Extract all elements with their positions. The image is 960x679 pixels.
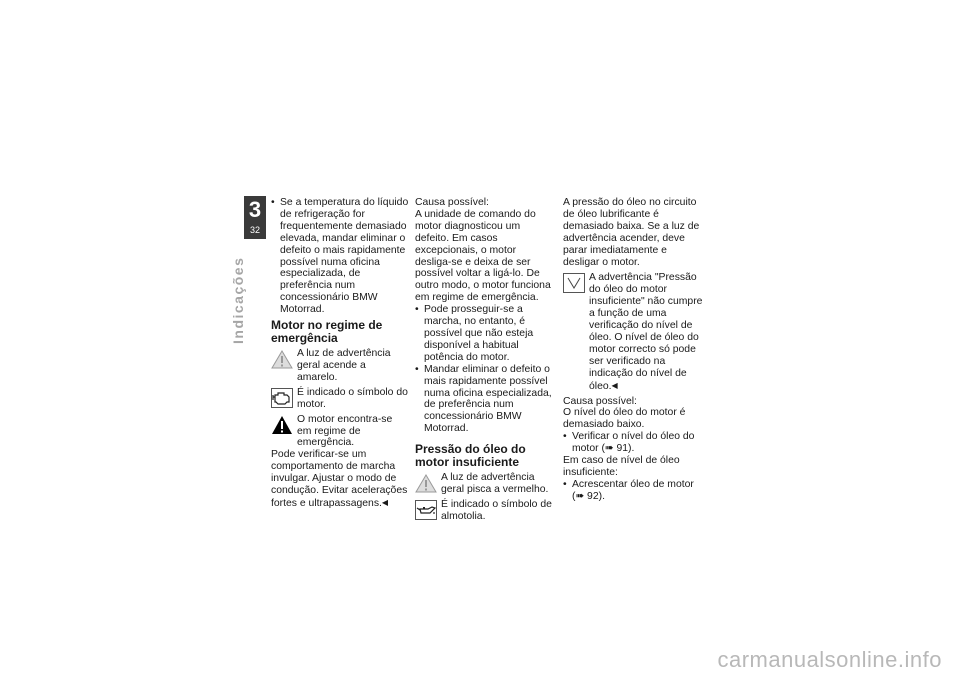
engine-icon (271, 388, 293, 408)
side-label: Indicações (230, 256, 246, 344)
cause-label: Causa possível: (415, 197, 489, 208)
bullet-workshop: • Mandar eliminar o defeito o mais rapidamente possível numa oficina especializada, de preferência num concessionário BMW Motorrad. (415, 364, 553, 435)
heading-oil-pressure: Pressão do óleo do motor insuficiente (415, 442, 526, 470)
emergency-warning-text: O motor encontra-se em regime de emergência. (297, 413, 393, 449)
chapter-number: 3 (248, 197, 262, 222)
red-warning-text: A luz de advertência geral pisca a vermelho. (441, 472, 549, 496)
bullet-coolant: • Se a temperatura do líquido de refrigeração for frequentemente demasiado elevada, mandar eliminar o defeito o mais rapidamente possível numa oficina especializada, de preferência num concessionário BMW Motorrad. (271, 197, 409, 316)
engine-symbol-row (271, 387, 409, 411)
oil-can-text: É indicado o símbolo de almotolia. (441, 498, 552, 522)
driving-advice-paragraph: Pode verificar-se um comportamento de marcha invulgar. Ajustar o modo de condução. Evitar acelerações fortes e ultrapassagens. ◀ (271, 449, 409, 510)
cause-text: A unidade de comando do motor diagnosticou um defeito. Em casos excepcionais, o motor desliga-se e deixa de ser possível voltar a ligá-lo. De outro modo, o motor funciona em regime de emergência. (415, 208, 551, 304)
general-warning-row (271, 348, 409, 384)
warning-triangle-icon (271, 349, 293, 369)
oil-pressure-paragraph: A pressão do óleo no circuito de óleo lubrificante é demasiado baixa. Se a luz de advertência acender, deve parar imediatamente e desligar o motor. (563, 197, 700, 268)
bullet-continue-riding: • Pode prosseguir-se a marcha, no entanto, é possível que não esteja disponível a habitual potência do motor. (415, 304, 553, 364)
cause-label: Causa possível: (563, 395, 637, 407)
danger-triangle-icon (271, 415, 293, 435)
engine-symbol-text: É indicado o símbolo do motor. (297, 386, 408, 410)
column-2 (415, 197, 553, 526)
oil-can-icon (415, 500, 437, 520)
column-3 (563, 197, 703, 503)
watermark: carmanualsonline.info (717, 647, 942, 672)
general-warning-text: A luz de advertência geral acende a amarelo. (297, 348, 391, 383)
heading-emergency-mode: Motor no regime de emergência (271, 318, 383, 346)
cause-text: O nível do óleo do motor é demasiado baixo. (563, 407, 686, 431)
red-warning-row (415, 472, 553, 496)
page-number: 32 (249, 225, 260, 235)
note-triangle-icon (563, 273, 585, 293)
low-oil-paragraph: Em caso de nível de óleo insuficiente: (563, 455, 680, 478)
note-row (563, 272, 703, 392)
note-text: A advertência "Pressão do óleo do motor insuficiente" não cumpre a função de uma verificação do nível de óleo. O nível de óleo do motor correcto só pode ser verificado na indicação do nível de óleo. ◀ (589, 272, 702, 391)
oil-can-row (415, 499, 553, 523)
warning-triangle-icon (415, 473, 437, 493)
emergency-warning-row (271, 414, 409, 450)
column-1 (271, 197, 409, 510)
bullet-check-oil: • Verificar o nível do óleo do motor (➠ 91). (563, 431, 703, 455)
bullet-add-oil: • Acrescentar óleo de motor (➠ 92). (563, 479, 703, 503)
